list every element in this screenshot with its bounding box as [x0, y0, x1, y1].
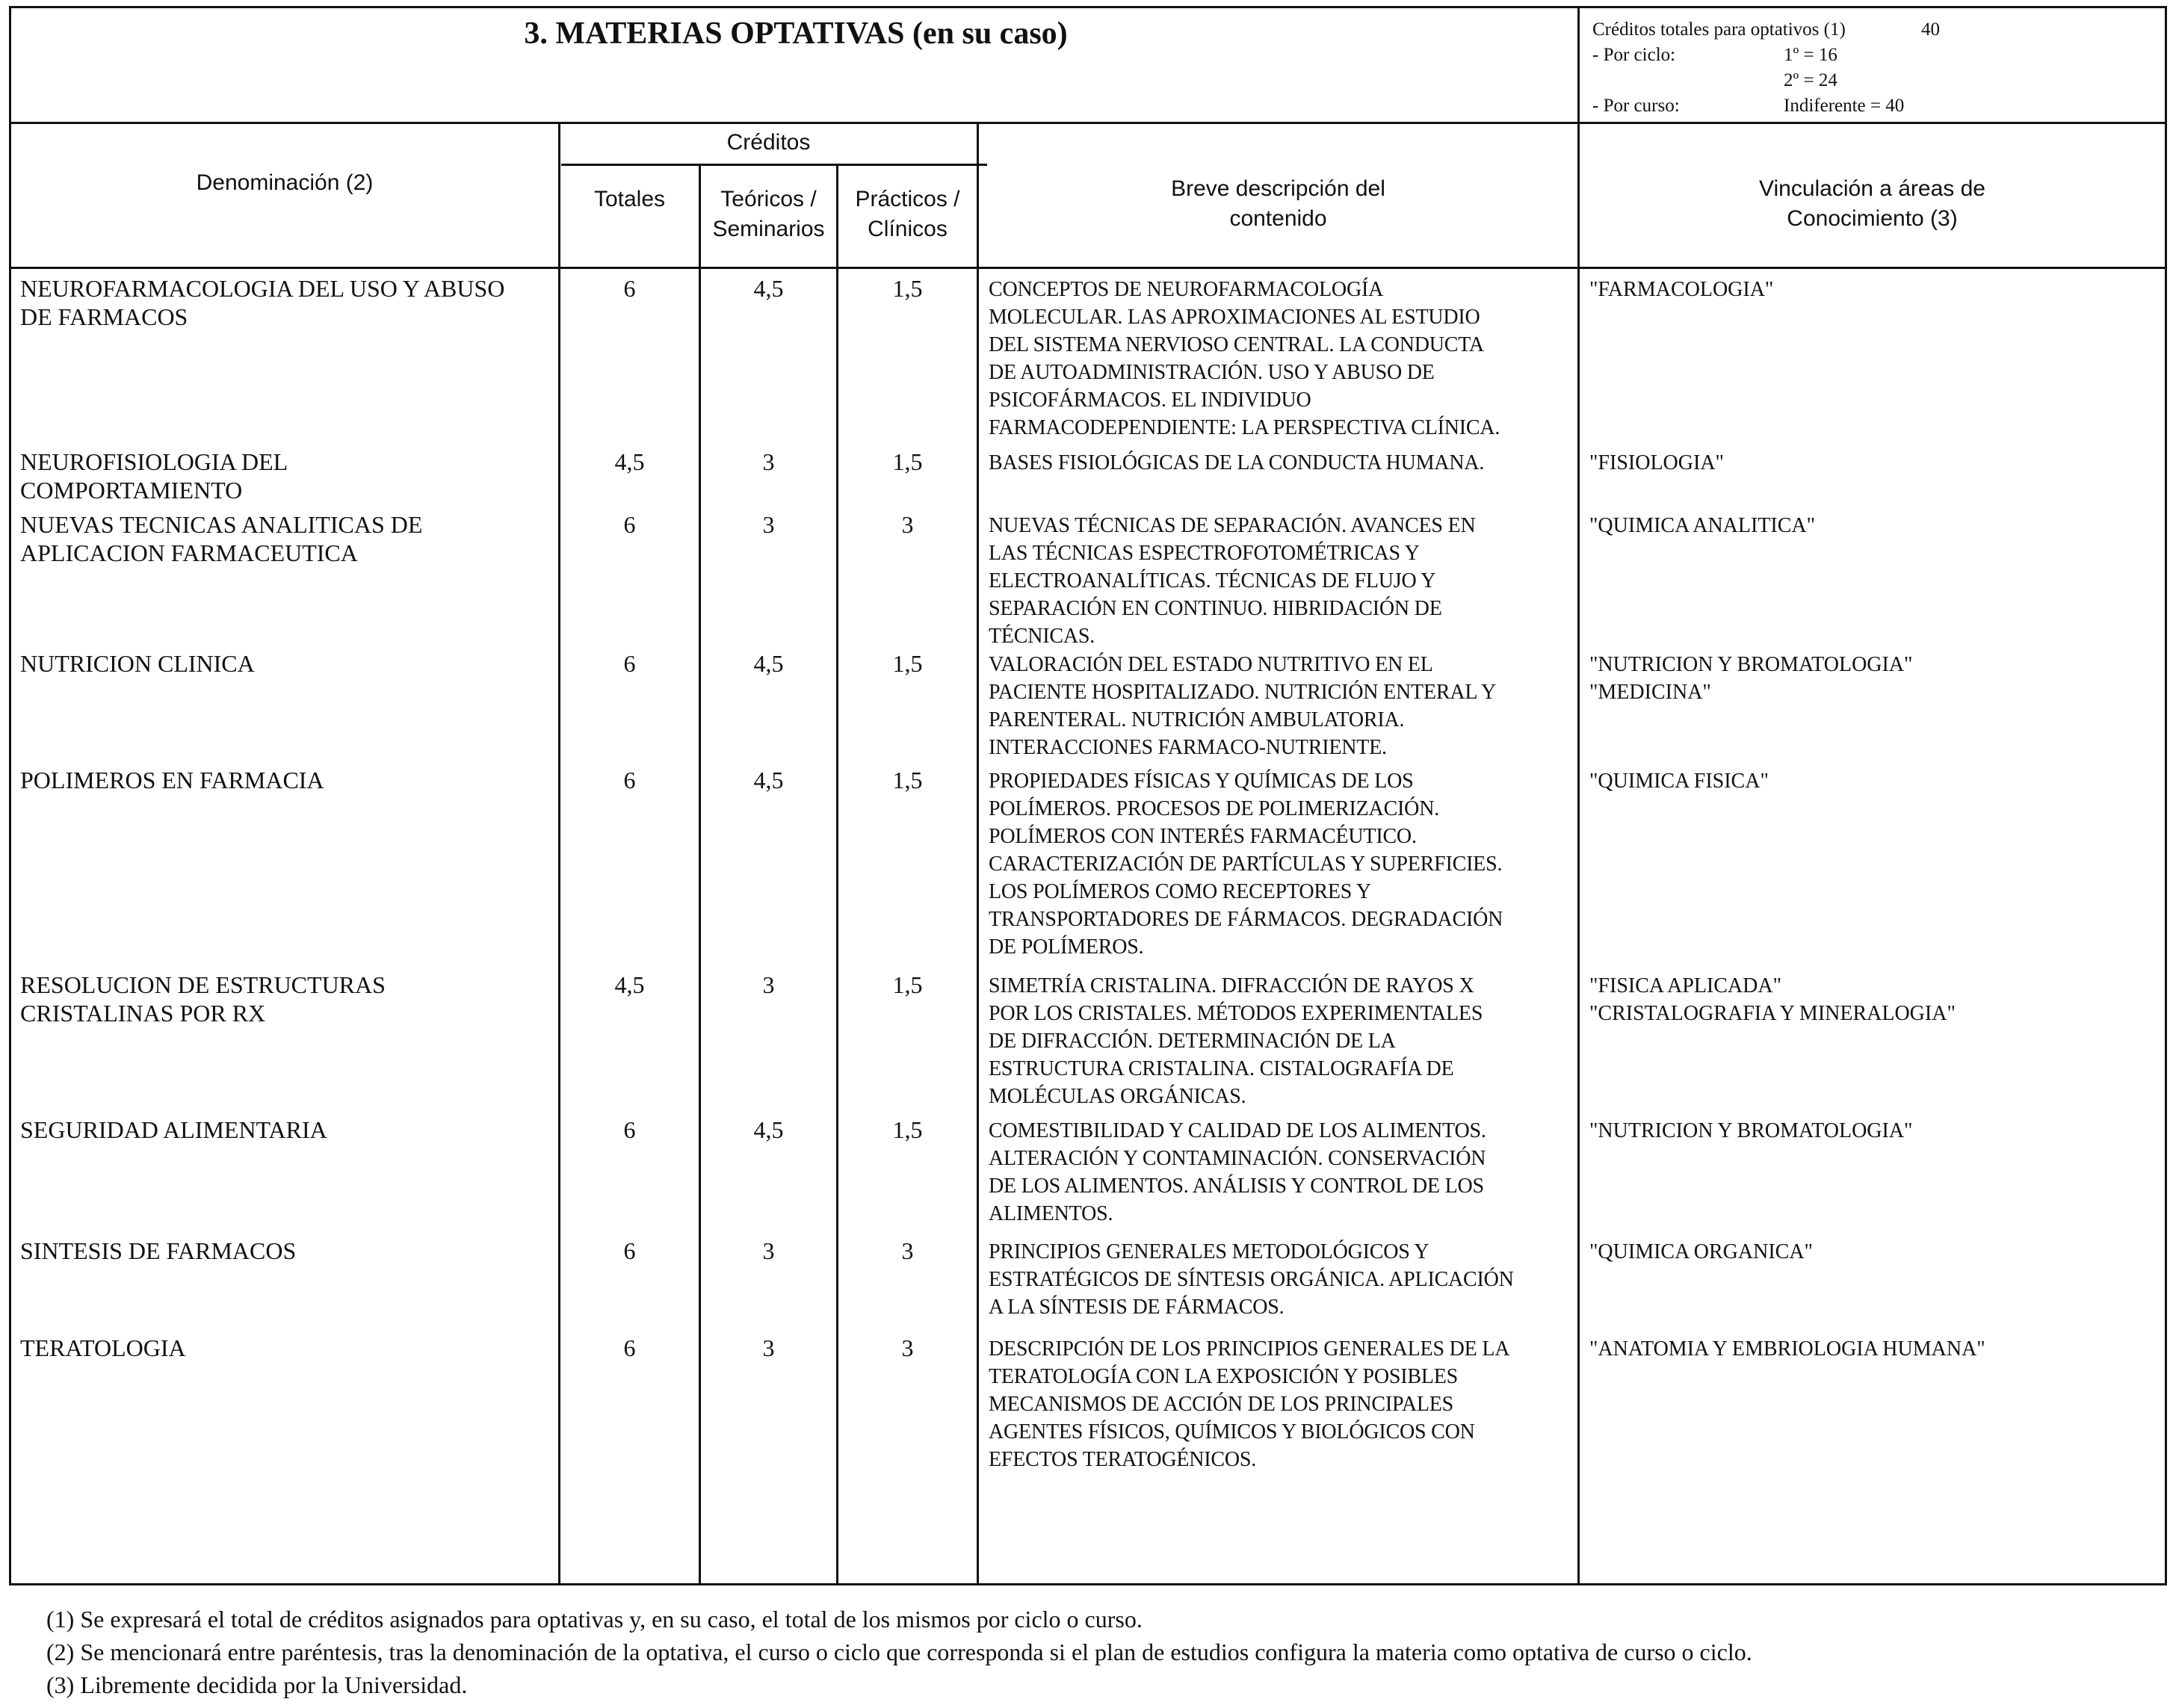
subject-name-line: NUEVAS TECNICAS ANALITICAS DE: [20, 511, 423, 538]
content-description-line: SIMETRÍA CRISTALINA. DIFRACCIÓN DE RAYOS X: [989, 974, 1474, 997]
content-description-line: DEL SISTEMA NERVIOSO CENTRAL. LA CONDUCTA: [989, 333, 1484, 356]
content-description-line: ALIMENTOS.: [989, 1202, 1113, 1225]
col-header-totales: Totales: [593, 187, 666, 211]
knowledge-area: [1589, 512, 2162, 539]
content-description-line: COMESTIBILIDAD Y CALIDAD DE LOS ALIMENTOS.: [989, 1119, 1486, 1142]
subject-name-line: APLICACION FARMACEUTICA: [20, 539, 358, 566]
header-divider: [11, 122, 2165, 124]
teoricos-line1: Teóricos /: [720, 187, 817, 211]
materias-optativas-table: [9, 6, 2167, 1585]
content-description-line: NUEVAS TÉCNICAS DE SEPARACIÓN. AVANCES EN: [989, 514, 1476, 537]
subject-name-line: TERATOLOGIA: [20, 1334, 186, 1361]
credits-teoricos: 4,5: [753, 767, 784, 793]
credits-practicos: 1,5: [892, 1116, 923, 1143]
subject-name-line: COMPORTAMIENTO: [20, 477, 243, 504]
credits-practicos: 1,5: [892, 275, 923, 302]
credits-teoricos: 3: [762, 971, 775, 998]
credits-totales: 4,5: [614, 971, 645, 998]
col-divider-teoricos: [836, 164, 838, 1583]
content-description-line: MECANISMOS DE ACCIÓN DE LOS PRINCIPALES: [989, 1393, 1454, 1416]
credits-totales: 6: [623, 767, 636, 793]
credits-practicos: 1,5: [892, 650, 923, 677]
credits-teoricos: 4,5: [753, 650, 784, 677]
content-description-line: LAS TÉCNICAS ESPECTROFOTOMÉTRICAS Y: [989, 542, 1420, 565]
subject-name-line: SEGURIDAD ALIMENTARIA: [20, 1116, 327, 1143]
content-description-line: CONCEPTOS DE NEUROFARMACOLOGÍA: [989, 278, 1384, 301]
knowledge-area: [1589, 449, 2162, 477]
content-description-line: DESCRIPCIÓN DE LOS PRINCIPIOS GENERALES DE LA: [989, 1337, 1510, 1361]
footnote-2: (2) Se mencionará entre paréntesis, tras la denominación de la optativa, el curso o ciclo que corresponda si el plan de estudios configura la materia como optativa de curso o ciclo.: [46, 1639, 1752, 1665]
content-description: [989, 449, 1574, 477]
knowledge-area: [1589, 767, 2162, 795]
subject-name: [20, 766, 555, 794]
knowledge-area-line: "NUTRICION Y BROMATOLOGIA": [1589, 1119, 1913, 1142]
content-description: [989, 1117, 1574, 1228]
content-description-line: LOS POLÍMEROS COMO RECEPTORES Y: [989, 880, 1371, 903]
subject-name-line: NEUROFARMACOLOGIA DEL USO Y ABUSO: [20, 275, 505, 302]
knowledge-area-line: "NUTRICION Y BROMATOLOGIA": [1589, 653, 1913, 676]
credits-practicos: 1,5: [892, 448, 923, 475]
subject-name: [20, 1334, 555, 1362]
knowledge-area-line: "QUIMICA ANALITICA": [1589, 514, 1816, 537]
credits-practicos: 3: [901, 511, 914, 538]
credits-totales: 6: [623, 275, 636, 302]
content-description-line: TERATOLOGÍA CON LA EXPOSICIÓN Y POSIBLES: [989, 1365, 1459, 1388]
column-header-divider: [11, 267, 2165, 269]
ciclo2-value: 2º = 24: [1784, 70, 1837, 90]
content-description: [989, 767, 1574, 961]
descripcion-line2: contenido: [1229, 206, 1327, 231]
credits-practicos: 1,5: [892, 767, 923, 793]
content-description-line: PARENTERAL. NUTRICIÓN AMBULATORIA.: [989, 708, 1405, 731]
credits-practicos: 1,5: [892, 971, 923, 998]
subject-name-line: POLIMEROS EN FARMACIA: [20, 767, 324, 793]
content-description-line: PROPIEDADES FÍSICAS Y QUÍMICAS DE LOS: [989, 770, 1414, 793]
knowledge-area: [1589, 972, 2162, 1027]
content-description: [989, 972, 1574, 1110]
knowledge-area-line: "MEDICINA": [1589, 681, 1711, 704]
col-divider-descripcion: [1577, 8, 1580, 1583]
content-description-line: CARACTERIZACIÓN DE PARTÍCULAS Y SUPERFICIES.: [989, 853, 1503, 876]
subject-name-line: SINTESIS DE FARMACOS: [20, 1237, 297, 1264]
credits-teoricos: 4,5: [753, 275, 784, 302]
content-description-line: AGENTES FÍSICOS, QUÍMICOS Y BIOLÓGICOS CON: [989, 1420, 1475, 1444]
credits-totales: 6: [623, 1237, 636, 1264]
content-description-line: BASES FISIOLÓGICAS DE LA CONDUCTA HUMANA.: [989, 451, 1485, 474]
vinculacion-line1: Vinculación a áreas de: [1759, 176, 1985, 201]
total-credits-value: 40: [1921, 19, 1940, 40]
col-header-denominacion: Denominación (2): [196, 170, 374, 195]
subject-name: [20, 274, 555, 331]
footnote-3: (3) Libremente decidida por la Universidad.: [46, 1671, 468, 1698]
content-description-line: DE LOS ALIMENTOS. ANÁLISIS Y CONTROL DE LOS: [989, 1175, 1484, 1198]
content-description: [989, 276, 1574, 442]
content-description-line: MOLECULAR. LAS APROXIMACIONES AL ESTUDIO: [989, 306, 1480, 329]
subject-name: [20, 971, 555, 1027]
subject-name-line: CRISTALINAS POR RX: [20, 1000, 266, 1027]
content-description: [989, 512, 1574, 650]
content-description-line: ELECTROANALÍTICAS. TÉCNICAS DE FLUJO Y: [989, 569, 1436, 592]
knowledge-area-line: "FISIOLOGIA": [1589, 451, 1724, 474]
col-divider-practicos: [977, 122, 979, 1583]
teoricos-line2: Seminarios: [712, 217, 825, 241]
credits-practicos: 3: [901, 1334, 914, 1361]
content-description-line: EFECTOS TERATOGÉNICOS.: [989, 1448, 1257, 1471]
por-ciclo-label: - Por ciclo:: [1592, 45, 1676, 65]
credit-summary: [1592, 17, 2160, 119]
content-description-line: A LA SÍNTESIS DE FÁRMACOS.: [989, 1296, 1285, 1319]
content-description-line: ALTERACIÓN Y CONTAMINACIÓN. CONSERVACIÓN: [989, 1147, 1486, 1170]
content-description-line: POR LOS CRISTALES. MÉTODOS EXPERIMENTALES: [989, 1002, 1483, 1025]
credits-teoricos: 3: [762, 1334, 775, 1361]
content-description-line: DE AUTOADMINISTRACIÓN. USO Y ABUSO DE: [989, 361, 1435, 384]
credits-teoricos: 4,5: [753, 1116, 784, 1143]
subject-name-line: RESOLUCION DE ESTRUCTURAS: [20, 971, 386, 998]
knowledge-area: [1589, 276, 2162, 303]
content-description-line: DE DIFRACCIÓN. DETERMINACIÓN DE LA: [989, 1030, 1396, 1053]
credits-totales: 6: [623, 650, 636, 677]
knowledge-area: [1589, 651, 2162, 706]
credits-teoricos: 3: [762, 1237, 775, 1264]
col-divider-totales: [699, 164, 701, 1583]
curso-value: Indiferente = 40: [1784, 96, 1905, 116]
content-description-line: SEPARACIÓN EN CONTINUO. HIBRIDACIÓN DE: [989, 597, 1442, 620]
subject-name-line: NUTRICION CLINICA: [20, 650, 255, 677]
content-description-line: VALORACIÓN DEL ESTADO NUTRITIVO EN EL: [989, 653, 1433, 676]
vinculacion-line2: Conocimiento (3): [1787, 206, 1958, 231]
knowledge-area: [1589, 1238, 2162, 1266]
content-description-line: TRANSPORTADORES DE FÁRMACOS. DEGRADACIÓN: [989, 908, 1503, 931]
creditos-divider: [561, 164, 987, 166]
subject-name: [20, 1116, 555, 1144]
subject-name: [20, 649, 555, 678]
content-description: [989, 651, 1574, 761]
subject-name-line: DE FARMACOS: [20, 303, 188, 330]
col-header-vinculacion: [1580, 174, 2165, 234]
content-description-line: ESTRATÉGICOS DE SÍNTESIS ORGÁNICA. APLICACIÓN: [989, 1268, 1514, 1291]
knowledge-area-line: "FISICA APLICADA": [1589, 974, 1782, 997]
content-description-line: PACIENTE HOSPITALIZADO. NUTRICIÓN ENTERAL Y: [989, 681, 1496, 704]
credits-teoricos: 3: [762, 448, 775, 475]
subject-name-line: NEUROFISIOLOGIA DEL: [20, 448, 288, 475]
col-header-teoricos: [701, 185, 836, 244]
content-description-line: POLÍMEROS. PROCESOS DE POLIMERIZACIÓN.: [989, 797, 1440, 820]
credits-totales: 6: [623, 1116, 636, 1143]
content-description: [989, 1238, 1574, 1321]
content-description-line: TÉCNICAS.: [989, 625, 1095, 648]
subject-name: [20, 448, 555, 504]
footnotes: [46, 1603, 2154, 1701]
content-description-line: ESTRUCTURA CRISTALINA. CISTALOGRAFÍA DE: [989, 1057, 1454, 1080]
content-description-line: FARMACODEPENDIENTE: LA PERSPECTIVA CLÍNICA.: [989, 416, 1500, 439]
content-description-line: PSICOFÁRMACOS. EL INDIVIDUO: [989, 389, 1311, 412]
knowledge-area-line: "QUIMICA FISICA": [1589, 770, 1769, 793]
credits-totales: 4,5: [614, 448, 645, 475]
content-description-line: INTERACCIONES FARMACO-NUTRIENTE.: [989, 736, 1387, 759]
descripcion-line1: Breve descripción del: [1171, 176, 1385, 201]
content-description: [989, 1335, 1574, 1473]
content-description-line: DE POLÍMEROS.: [989, 935, 1144, 959]
col-header-practicos: [838, 185, 977, 244]
knowledge-area-line: "ANATOMIA Y EMBRIOLOGIA HUMANA": [1589, 1337, 1985, 1361]
col-header-descripcion: [979, 174, 1577, 234]
section-title: 3. MATERIAS OPTATIVAS (en su caso): [524, 16, 1068, 51]
content-description-line: MOLÉCULAS ORGÁNICAS.: [989, 1085, 1246, 1108]
subject-name: [20, 510, 555, 567]
knowledge-area-line: "CRISTALOGRAFIA Y MINERALOGIA": [1589, 1002, 1956, 1025]
knowledge-area-line: "QUIMICA ORGANICA": [1589, 1240, 1813, 1263]
content-description-line: POLÍMEROS CON INTERÉS FARMACÉUTICO.: [989, 825, 1417, 848]
col-header-creditos: Créditos: [726, 130, 811, 155]
ciclo1-value: 1º = 16: [1784, 45, 1837, 65]
knowledge-area: [1589, 1335, 2162, 1363]
por-curso-label: - Por curso:: [1592, 96, 1680, 116]
total-credits-label: Créditos totales para optativos (1): [1592, 19, 1846, 40]
credits-totales: 6: [623, 511, 636, 538]
content-description-line: PRINCIPIOS GENERALES METODOLÓGICOS Y: [989, 1240, 1429, 1263]
knowledge-area: [1589, 1117, 2162, 1145]
practicos-line2: Clínicos: [868, 217, 948, 241]
col-divider-denominacion: [558, 122, 560, 1583]
credits-teoricos: 3: [762, 511, 775, 538]
credits-practicos: 3: [901, 1237, 914, 1264]
footnote-1: (1) Se expresará el total de créditos asignados para optativas y, en su caso, el total de los mismos por ciclo o curso.: [46, 1606, 1143, 1633]
credits-totales: 6: [623, 1334, 636, 1361]
practicos-line1: Prácticos /: [855, 187, 960, 211]
knowledge-area-line: "FARMACOLOGIA": [1589, 278, 1774, 301]
subject-name: [20, 1237, 555, 1265]
